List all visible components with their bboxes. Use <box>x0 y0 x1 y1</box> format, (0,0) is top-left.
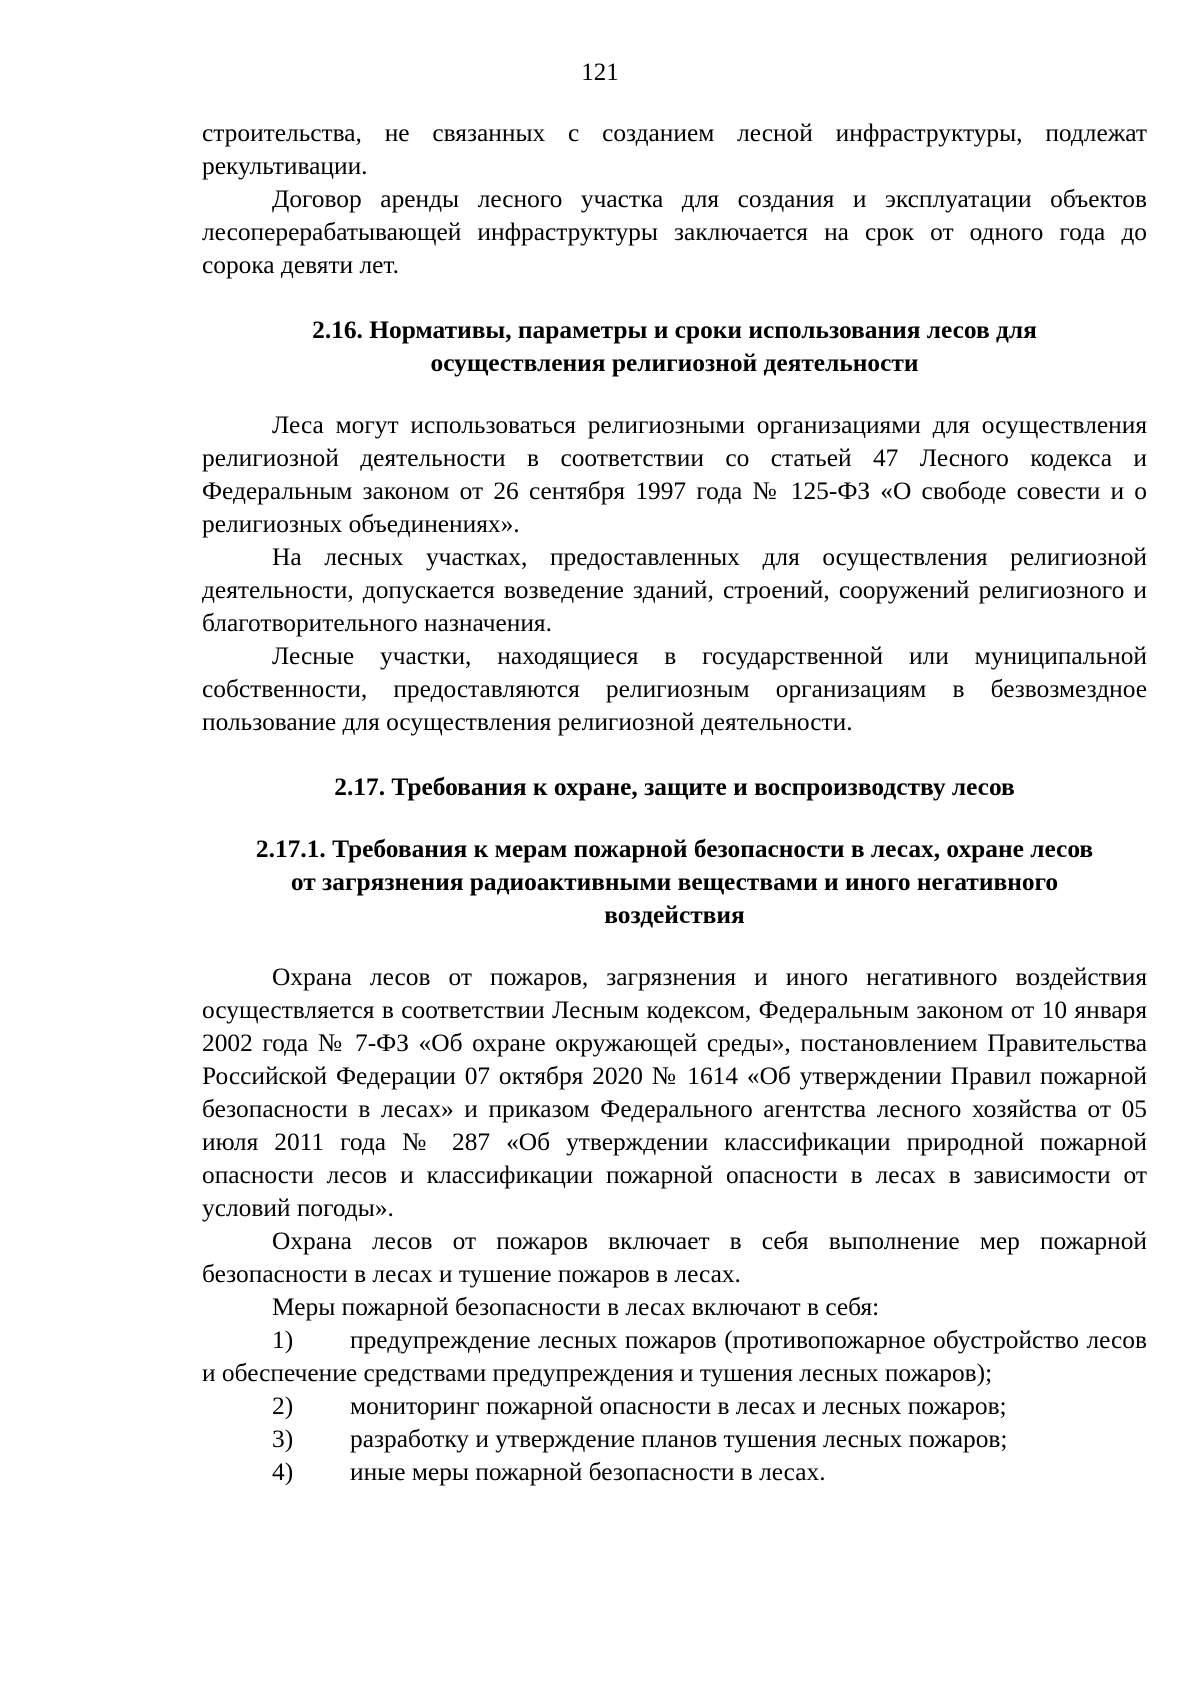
section-2-17-heading: 2.17. Требования к охране, защите и воспроизводству лесов <box>334 773 1015 801</box>
page-content <box>202 117 1147 1489</box>
list-item-text: предупреждение лесных пожаров (противопожарное обустройство лесов и обеспечение средствами предупреждения и тушения лесных пожаров); <box>202 1326 1147 1387</box>
section-2-16-paragraph-2: На лесных участках, предоставленных для осуществления религиозной деятельности, допускается возведение зданий, строений, сооружений религиозного и благотворительного назначения. <box>202 543 1147 637</box>
section-2-17-1-paragraph-2: Охрана лесов от пожаров включает в себя выполнение мер пожарной безопасности в лесах и тушение пожаров в лесах. <box>202 1227 1147 1288</box>
list-item-text: мониторинг пожарной опасности в лесах и лесных пожаров; <box>350 1392 1007 1420</box>
section-2-17-1-heading-line-3: воздействия <box>604 901 745 929</box>
section-2-16-paragraph-1: Леса могут использоваться религиозными организациями для осуществления религиозной деятельности в соответствии со статьей 47 Лесного кодекса и Федеральным законом от 26 сентября 1997 года № 125-ФЗ «О свободе совести и о религиозных объединениях». <box>202 411 1147 538</box>
spacer <box>202 282 1147 314</box>
page-number: 121 <box>581 59 619 86</box>
section-2-16-heading-line-1: 2.16. Нормативы, параметры и сроки использования лесов для <box>312 316 1037 344</box>
list-item-number: 1) <box>272 1326 294 1354</box>
section-2-16-paragraph-3: Лесные участки, находящиеся в государственной или муниципальной собственности, предоставляются религиозным организациям в безвозмездное пользование для осуществления религиозной деятельности. <box>202 642 1147 736</box>
intro-paragraph-continuation: строительства, не связанных с созданием лесной инфраструктуры, подлежат рекультивации. <box>202 119 1147 180</box>
list-item <box>202 1324 1147 1390</box>
list-item-text: иные меры пожарной безопасности в лесах. <box>350 1458 826 1486</box>
section-2-17-1-paragraph-1: Охрана лесов от пожаров, загрязнения и иного негативного воздействия осуществляется в соответствии Лесным кодексом, Федеральным законом от 10 января 2002 года № 7-ФЗ «Об охране окружающей среды», постановлением Правительства Российской Федерации 07 октября 2020 № 1614 «Об утверждении Правил пожарной безопасности в лесах» и приказом Федерального агентства лесного хозяйства от 05 июля 2011 года № 287 «Об утверждении классификации природной пожарной опасности лесов и классификации пожарной опасности в лесах в зависимости от условий погоды». <box>202 963 1147 1222</box>
list-item-number: 2) <box>272 1392 294 1420</box>
list-item <box>202 1423 1147 1456</box>
list-item <box>202 1456 1147 1489</box>
section-2-16-heading-line-2: осуществления религиозной деятельности <box>430 349 919 377</box>
section-2-17-1-paragraph-3: Меры пожарной безопасности в лесах включают в себя: <box>272 1293 880 1321</box>
list-item-text: разработку и утверждение планов тушения лесных пожаров; <box>350 1425 1008 1453</box>
intro-paragraph-lease-term: Договор аренды лесного участка для создания и эксплуатации объектов лесоперерабатывающей инфраструктуры заключается на срок от одного года до сорока девяти лет. <box>202 185 1147 279</box>
spacer <box>202 932 1147 961</box>
spacer <box>202 380 1147 409</box>
list-item <box>202 1390 1147 1423</box>
section-2-17-1-heading <box>202 833 1147 932</box>
spacer <box>202 804 1147 833</box>
list-item-number: 3) <box>272 1425 294 1453</box>
section-2-16-heading <box>202 314 1147 380</box>
section-2-17-1-heading-line-2: от загрязнения радиоактивными веществами и иного негативного <box>290 868 1059 896</box>
list-item-number: 4) <box>272 1458 294 1486</box>
section-2-17-1-heading-line-1: 2.17.1. Требования к мерам пожарной безопасности в лесах, охране лесов <box>255 835 1094 863</box>
spacer <box>202 739 1147 771</box>
